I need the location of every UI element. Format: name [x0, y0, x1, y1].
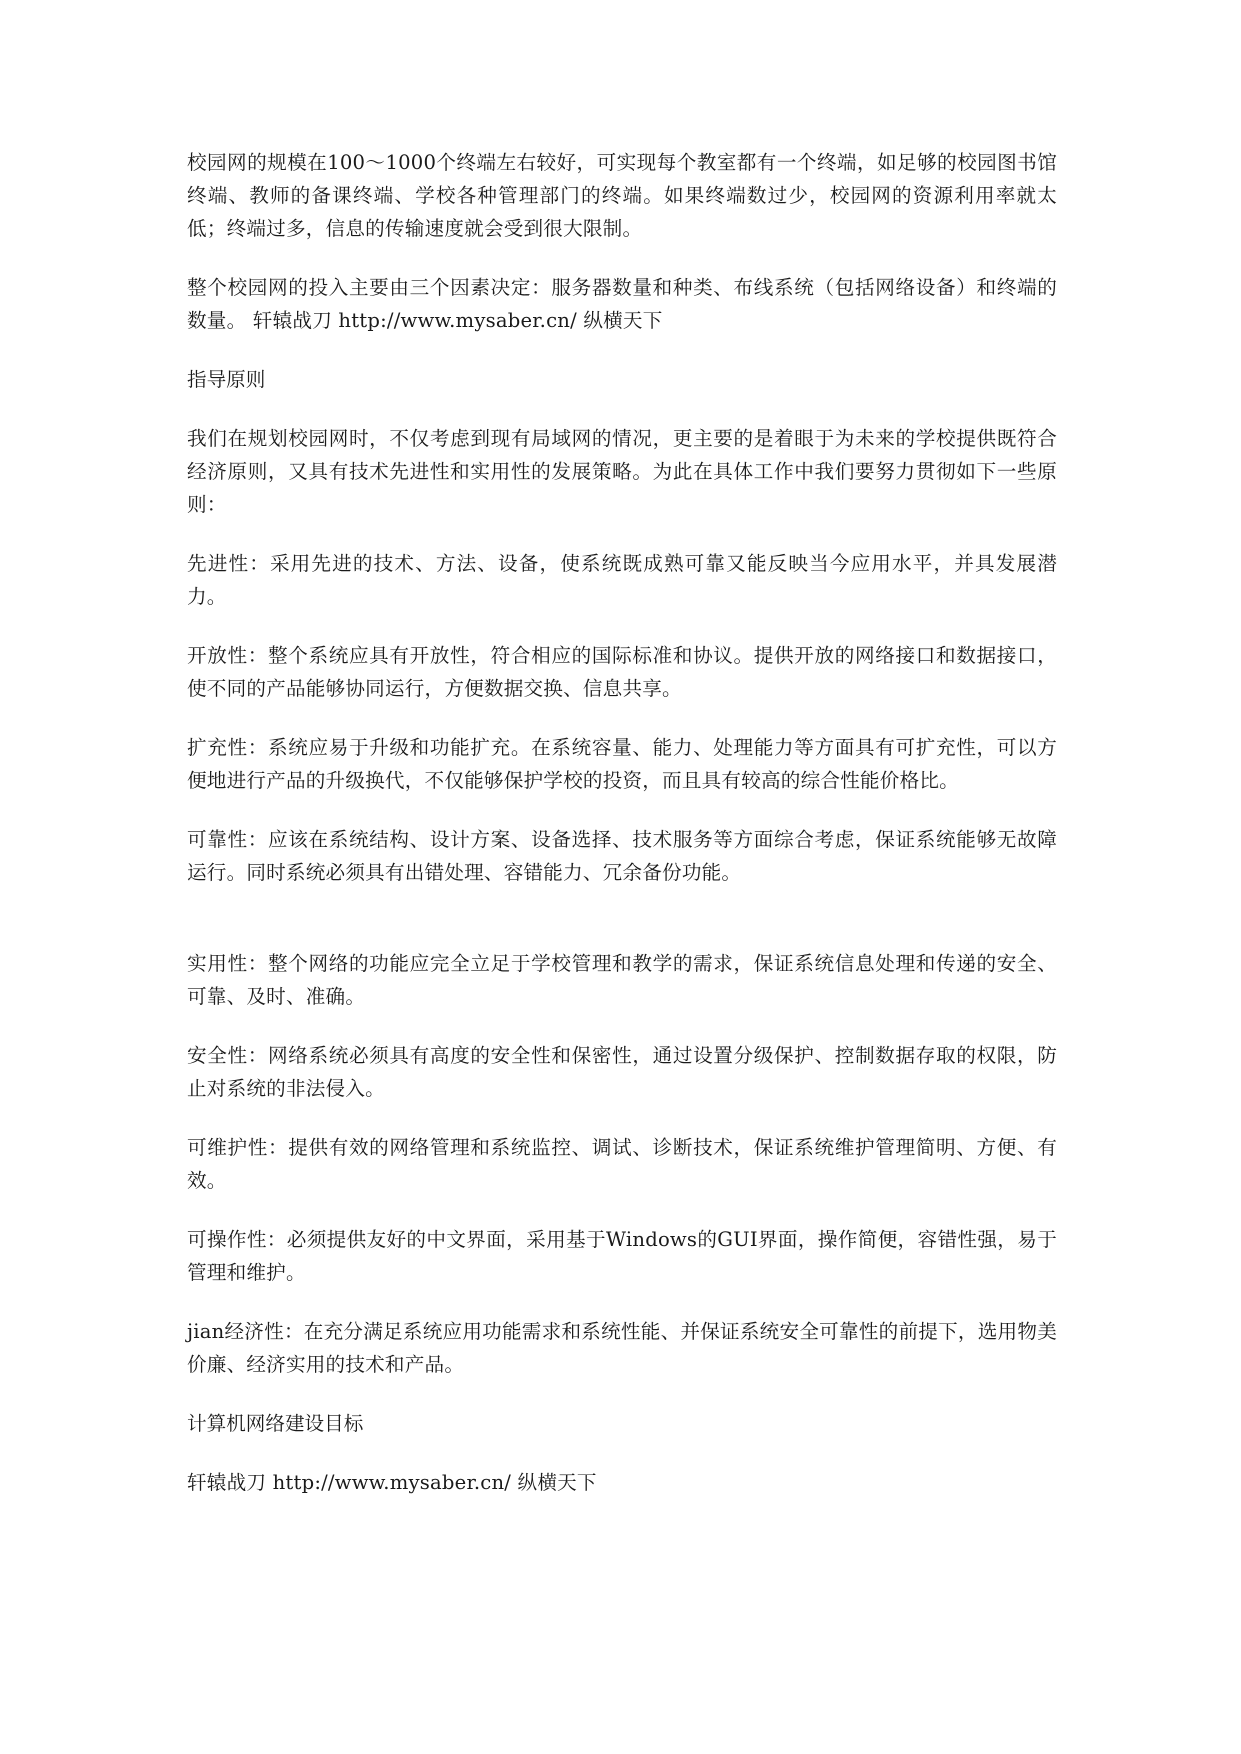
paragraph-reliability: 可靠性：应该在系统结构、设计方案、设备选择、技术服务等方面综合考虑，保证系统能够无故障运行。同时系统必须具有出错处理、容错能力、冗余备份功能。 — [187, 828, 1057, 884]
document-page — [187, 146, 1057, 1525]
paragraph-investment-factors: 整个校园网的投入主要由三个因素决定：服务器数量和种类、布线系统（包括网络设备）和终端的数量。 轩辕战刀 http://www.mysaber.cn/ 纵横天下 — [187, 276, 1057, 332]
paragraph-practicality: 实用性：整个网络的功能应完全立足于学校管理和教学的需求，保证系统信息处理和传递的安全、可靠、及时、准确。 — [187, 952, 1057, 1008]
paragraph-campus-network-scale: 校园网的规模在100～1000个终端左右较好，可实现每个教室都有一个终端，如足够的校园图书馆终端、教师的备课终端、学校各种管理部门的终端。如果终端数过少，校园网的资源利用率就太低；终端过多，信息的传输速度就会受到很大限制。 — [187, 151, 1057, 240]
paragraph-maintainability: 可维护性：提供有效的网络管理和系统监控、调试、诊断技术，保证系统维护管理简明、方便、有效。 — [187, 1136, 1057, 1192]
paragraph-planning-intro: 我们在规划校园网时，不仅考虑到现有局域网的情况，更主要的是着眼于为未来的学校提供既符合经济原则，又具有技术先进性和实用性的发展策略。为此在具体工作中我们要努力贯彻如下一些原则： — [187, 427, 1057, 516]
paragraph-openness: 开放性：整个系统应具有开放性，符合相应的国际标准和协议。提供开放的网络接口和数据接口，使不同的产品能够协同运行，方便数据交换、信息共享。 — [187, 644, 1057, 700]
paragraph-scalability: 扩充性：系统应易于升级和功能扩充。在系统容量、能力、处理能力等方面具有可扩充性，可以方便地进行产品的升级换代，不仅能够保护学校的投资，而且具有较高的综合性能价格比。 — [187, 736, 1057, 792]
paragraph-advanced: 先进性：采用先进的技术、方法、设备，使系统既成熟可靠又能反映当今应用水平，并具发展潜力。 — [187, 552, 1057, 608]
paragraph-operability: 可操作性：必须提供友好的中文界面，采用基于Windows的GUI界面，操作简便，容错性强，易于管理和维护。 — [187, 1228, 1057, 1284]
paragraph-security: 安全性：网络系统必须具有高度的安全性和保密性，通过设置分级保护、控制数据存取的权限，防止对系统的非法侵入。 — [187, 1044, 1057, 1100]
paragraph-economy: jian经济性：在充分满足系统应用功能需求和系统性能、并保证系统安全可靠性的前提下，选用物美价廉、经济实用的技术和产品。 — [187, 1320, 1057, 1376]
heading-guiding-principles: 指导原则 — [187, 368, 266, 391]
heading-network-goals: 计算机网络建设目标 — [187, 1412, 364, 1435]
paragraph-footer-link: 轩辕战刀 http://www.mysaber.cn/ 纵横天下 — [187, 1471, 597, 1494]
